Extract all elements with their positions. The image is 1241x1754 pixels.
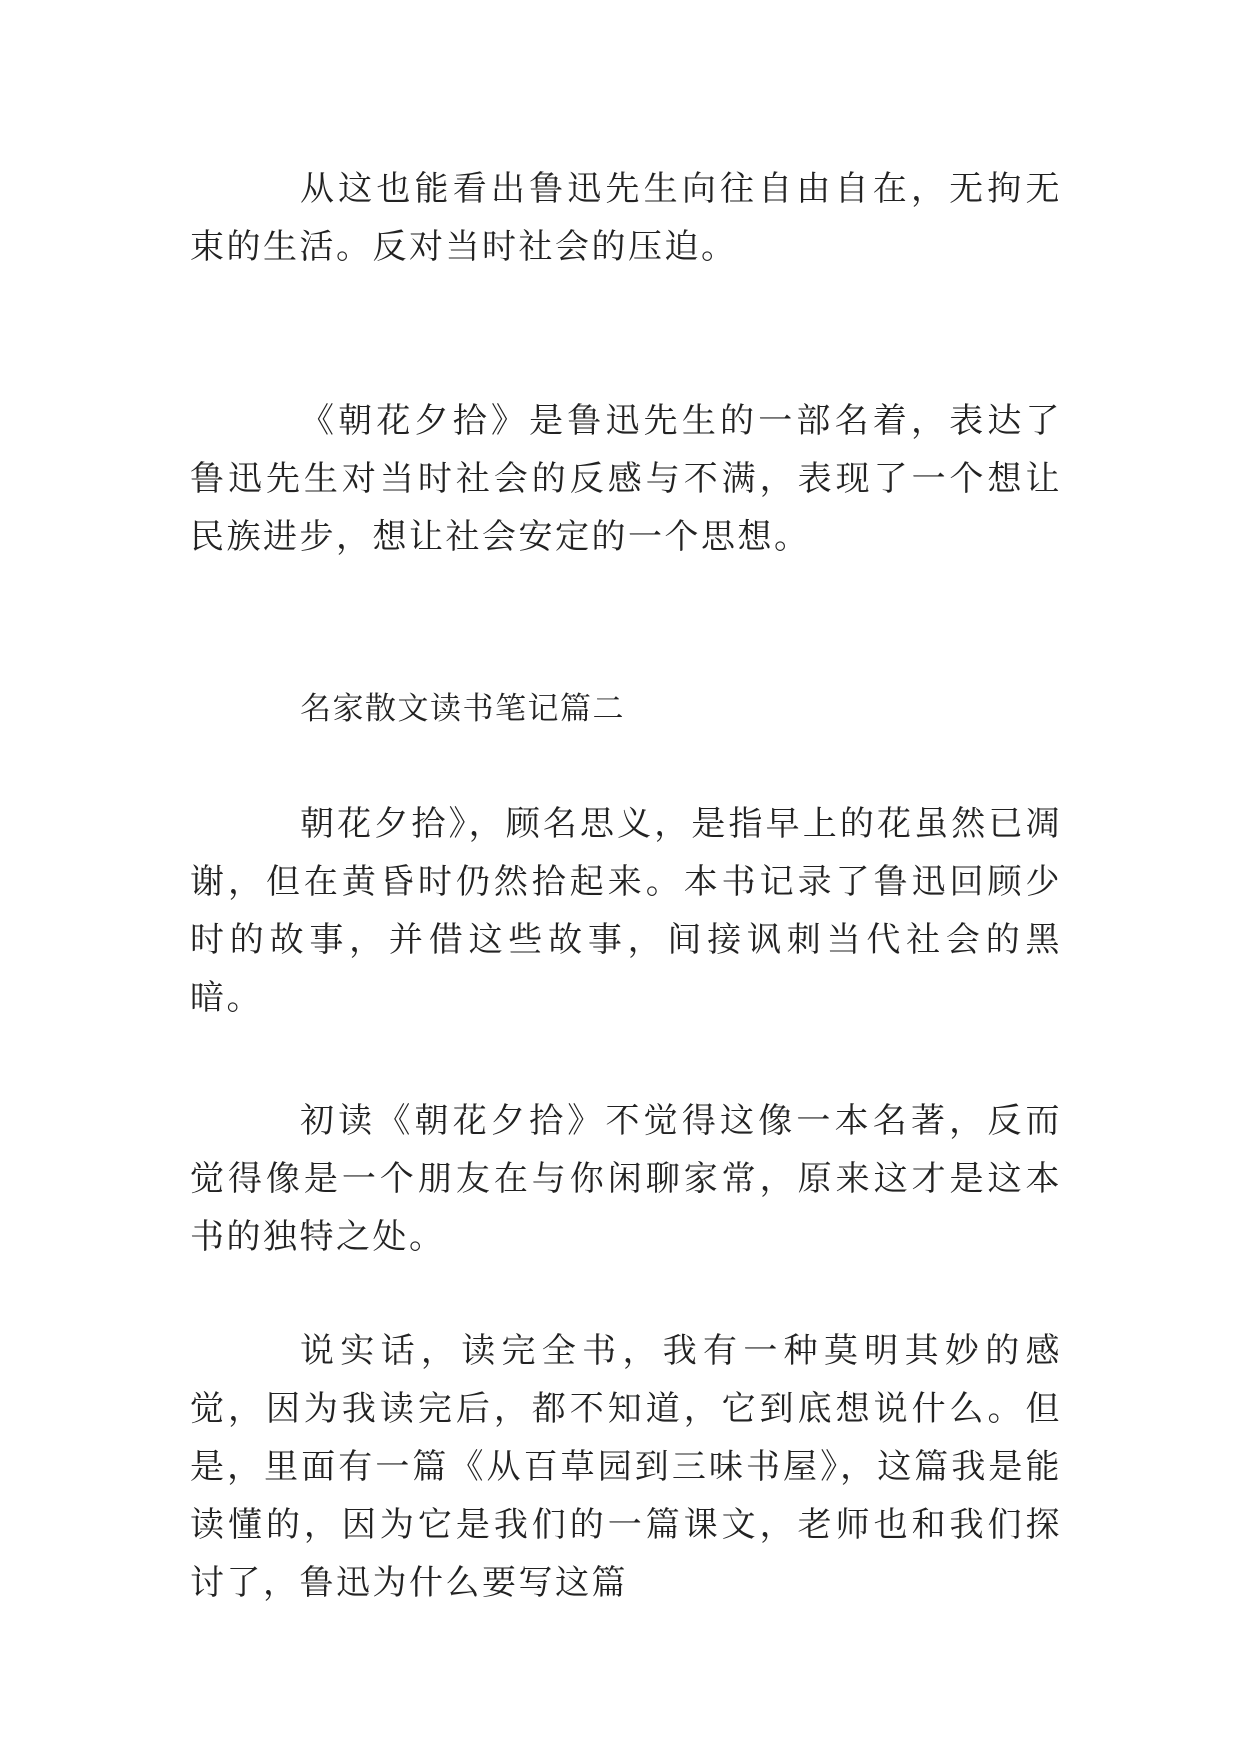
paragraph: 说实话，读完全书，我有一种莫明其妙的感觉，因为我读完后，都不知道，它到底想说什么。但是，里面有一篇《从百草园到三味书屋》，这篇我是能读懂的，因为它是我们的一篇课文，老师也和我们探讨了，鲁迅为什么要写这篇 [190, 1331, 1062, 1603]
paragraph: 朝花夕拾》，顾名思义，是指早上的花虽然已凋谢，但在黄昏时仍然拾起来。本书记录了鲁迅回顾少时的故事，并借这些故事，间接讽刺当代社会的黑暗。 [190, 804, 1062, 1018]
paragraph: 初读《朝花夕拾》不觉得这像一本名著，反而觉得像是一个朋友在与你闲聊家常，原来这才是这本书的独特之处。 [190, 1101, 1062, 1257]
paragraph: 从这也能看出鲁迅先生向往自由自在，无拘无束的生活。反对当时社会的压迫。 [190, 169, 1062, 267]
section-heading: 名家散文读书笔记篇二 [300, 691, 625, 727]
paragraph: 《朝花夕拾》是鲁迅先生的一部名着，表达了鲁迅先生对当时社会的反感与不满，表现了一个想让民族进步，想让社会安定的一个思想。 [190, 401, 1062, 557]
